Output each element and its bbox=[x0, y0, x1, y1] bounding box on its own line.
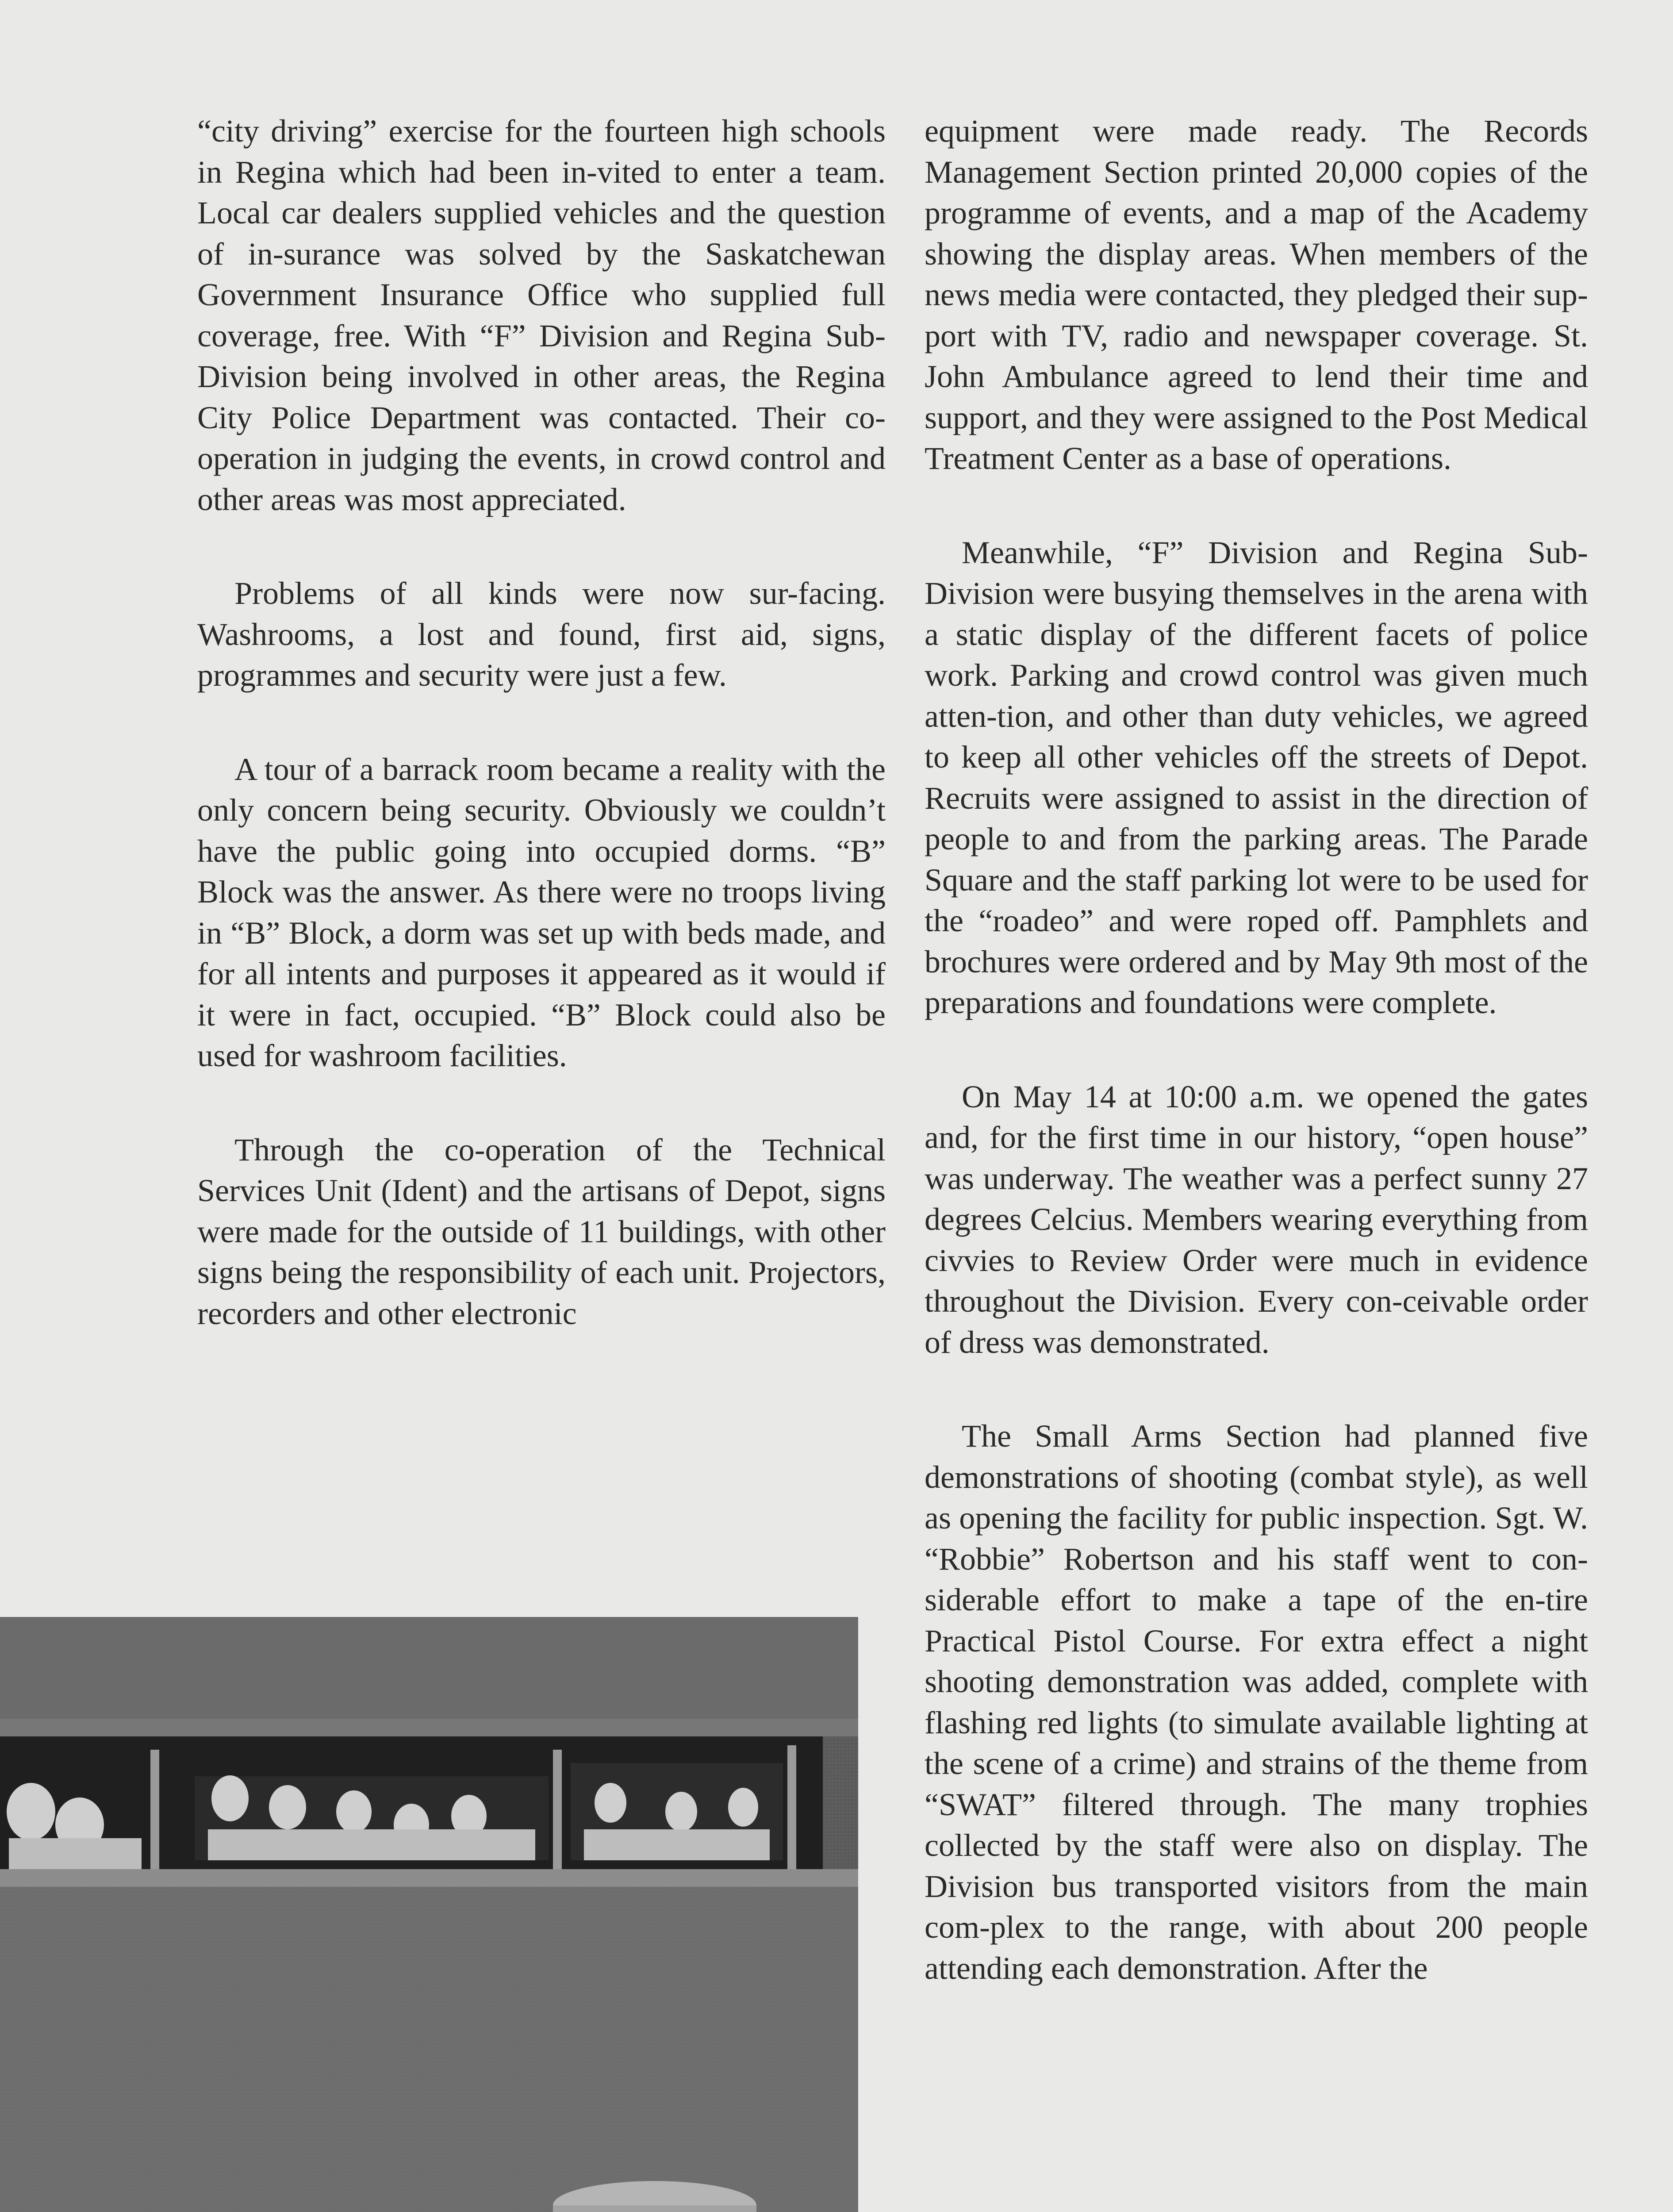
paragraph: A tour of a barrack room became a reality with the only concern being security. Obviously we couldn’t have the public going into occupied dorms. “B” Block was the answer. As there were no troops living in “B” Block, a dorm was set up with beds made, and for all intents and purposes it appeared as it would if it were in fact, occupied. “B” Block could also be used for washroom facilities. bbox=[197, 751, 886, 1073]
paragraph: Through the co-operation of the Technical Services Unit (Ident) and the artisans of Depot, signs were made for the outside of 11 buildings, with other signs being the responsibility of each unit. Projectors, recorders and other electronic bbox=[197, 1132, 886, 1331]
paragraph: On May 14 at 10:00 a.m. we opened the gates and, for the first time in our history, “open house” was underway. The weather was a perfect sunny 27 degrees Celcius. Members wearing everything from civvies to Review Order were much in evidence throughout the Division. Every con-ceivable order of dress was demonstrated. bbox=[925, 1079, 1588, 1360]
paragraph: The Small Arms Section had planned five demonstrations of shooting (combat style), as well as opening the facility for public inspection. Sgt. W. “Robbie” Robertson and his staff went to con-siderable effort to make a tape of the en-tire Practical Pistol Course. For extra effect a night shooting demonstration was added, complete with flashing red lights (to simulate available lighting at the scene of a crime) and strains of the theme from “SWAT” filtered through. The many trophies collected by the staff were also on display. The Division bus transported visitors from the main com-plex to the range, with about 200 people attending each demonstration. After the bbox=[925, 1418, 1588, 1986]
paragraph: equipment were made ready. The Records Management Section printed 20,000 copies of the programme of events, and a map of the Academy showing the display areas. When members of the news media were contacted, they pledged their sup-port with TV, radio and newspaper coverage. St. John Ambulance agreed to lend their time and support, and they were assigned to the Post Medical Treatment Center as a base of operations. bbox=[925, 113, 1588, 476]
paragraph: Problems of all kinds were now sur-facing. Washrooms, a lost and found, first aid, signs, programmes and security were just a few. bbox=[197, 576, 886, 693]
photo-visitors-at-window bbox=[0, 1617, 858, 2212]
left-column bbox=[197, 111, 886, 1387]
right-column bbox=[925, 111, 1588, 2042]
photo-illustration bbox=[0, 1617, 858, 2212]
paragraph: “city driving” exercise for the fourteen high schools in Regina which had been in-vited to enter a team. Local car dealers supplied vehicles and the question of in-surance was solved by the Saskatchewan Government Insurance Office who supplied full coverage, free. With “F” Division and Regina Sub-Division being involved in other areas, the Regina City Police Department was contacted. Their co-operation in judging the events, in crowd control and other areas was most appreciated. bbox=[197, 113, 886, 517]
paragraph: Meanwhile, “F” Division and Regina Sub-Division were busying themselves in the arena with a static display of the different facets of police work. Parking and crowd control was given much atten-tion, and other than duty vehicles, we agreed to keep all other vehicles off the streets of Depot. Recruits were assigned to assist in the direction of people to and from the parking areas. The Parade Square and the staff parking lot were to be used for the “roadeo” and were roped off. Pamphlets and brochures were ordered and by May 9th most of the preparations and foundations were complete. bbox=[925, 534, 1588, 1020]
